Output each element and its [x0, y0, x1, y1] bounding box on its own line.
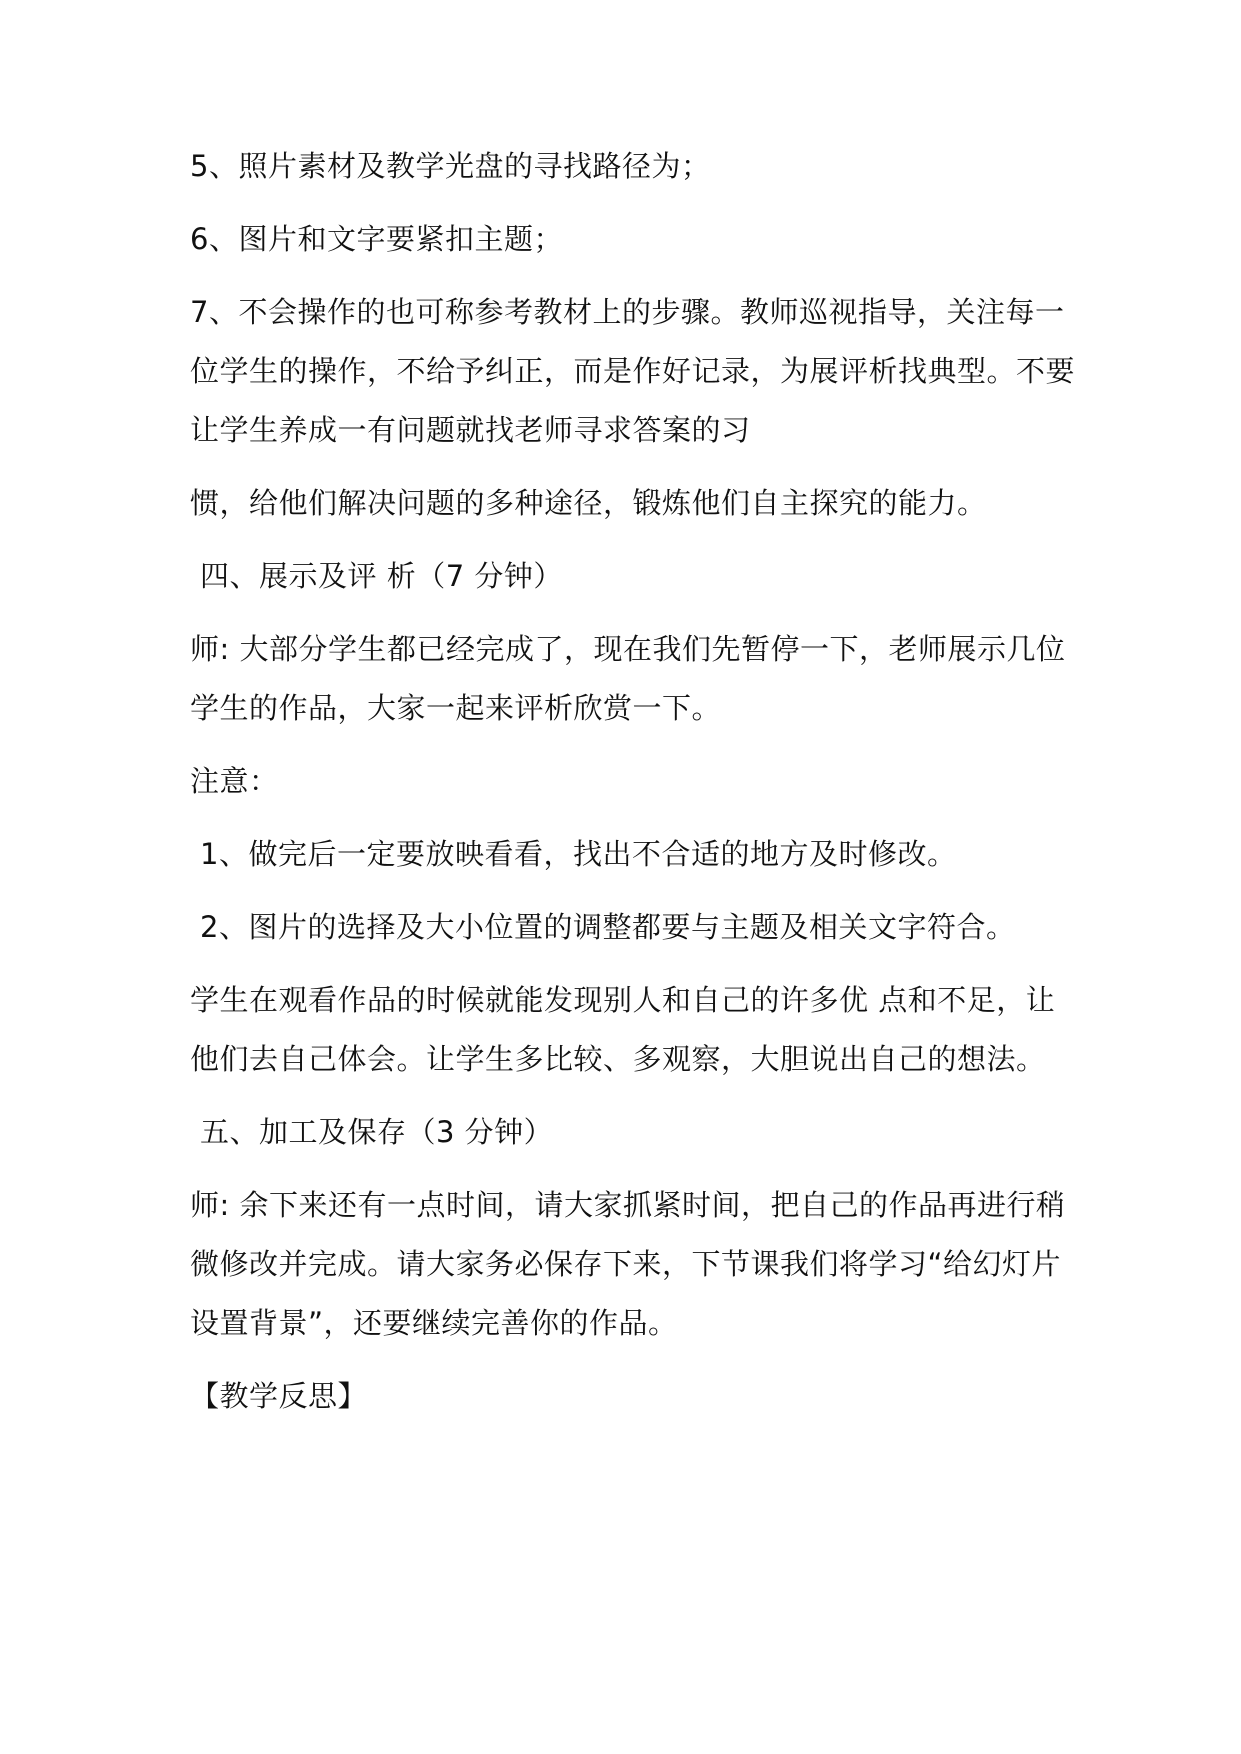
step-7-line-3: 让学生养成一有问题就找老师寻求答案的习: [190, 413, 751, 447]
notes-label: 注意：: [190, 764, 279, 798]
section-4-heading: 四、展示及评 析（7 分钟）: [200, 559, 563, 593]
section-5-heading: 五、加工及保存（3 分钟）: [200, 1115, 554, 1149]
note-1: 1、做完后一定要放映看看，找出不合适的地方及时修改。: [200, 837, 957, 871]
section-5-para-line-2: 微修改并完成。请大家务必保存下来，下节课我们将学习“给幻灯片: [190, 1247, 1062, 1281]
section-5-para-line-3: 设置背景”，还要继续完善你的作品。: [190, 1306, 678, 1340]
step-7-line-4: 惯，给他们解决问题的多种途径，锻炼他们自主探究的能力。: [190, 486, 987, 520]
section-4-para-line-2: 学生的作品，大家一起来评析欣赏一下。: [190, 691, 722, 725]
section-4-para-line-1: 师: 大部分学生都已经完成了，现在我们先暂停一下，老师展示几位: [190, 632, 1066, 666]
observation-line-2: 他们去自己体会。让学生多比较、多观察，大胆说出自己的想法。: [190, 1042, 1046, 1076]
step-5-line: 5、照片素材及教学光盘的寻找路径为；: [190, 149, 711, 183]
observation-line-1: 学生在观看作品的时候就能发现别人和自己的许多优 点和不足，让: [190, 983, 1056, 1017]
step-6-line: 6、图片和文字要紧扣主题；: [190, 222, 563, 256]
reflection-heading: 【教学反思】: [190, 1379, 368, 1413]
step-7-line-1: 7、不会操作的也可称参考教材上的步骤。教师巡视指导，关注每一: [190, 295, 1065, 329]
section-5-para-line-1: 师: 余下来还有一点时间，请大家抓紧时间，把自己的作品再进行稍: [190, 1188, 1066, 1222]
step-7-line-2: 位学生的操作，不给予纠正，而是作好记录，为展评析找典型。不要: [190, 354, 1076, 388]
note-2: 2、图片的选择及大小位置的调整都要与主题及相关文字符合。: [200, 910, 1016, 944]
